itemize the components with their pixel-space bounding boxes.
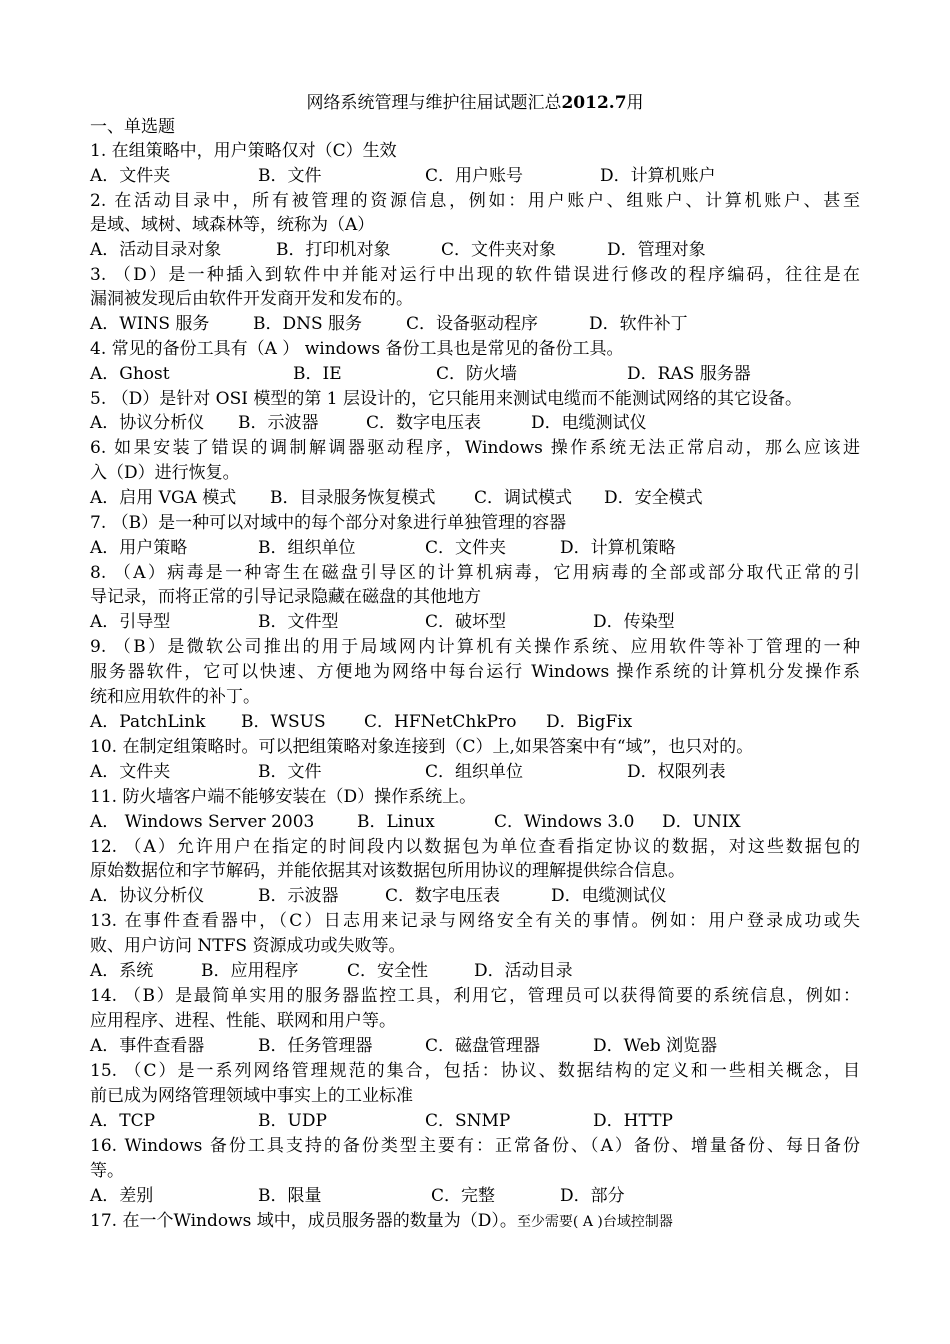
- question-4: 4. 常见的备份工具有（A ） windows 备份工具也是常见的备份工具。: [90, 339, 624, 359]
- document-title: [0, 91, 950, 115]
- option-5-a: A．协议分析仪: [90, 413, 205, 433]
- option-15-c: C．SNMP: [425, 1111, 511, 1131]
- option-16-b: B．限量: [258, 1186, 322, 1206]
- option-16-d: D．部分: [560, 1186, 625, 1206]
- option-4-a: A．Ghost: [90, 364, 170, 384]
- question-3-line-2: 漏洞被发现后由软件开发商开发和发布的。: [90, 289, 413, 309]
- section-heading: 一、单选题: [90, 117, 175, 137]
- option-11-c: C．Windows 3.0: [494, 812, 635, 832]
- option-9-c: C．HFNetChkPro: [364, 712, 517, 732]
- option-14-c: C．磁盘管理器: [425, 1036, 541, 1056]
- option-8-d: D．传染型: [593, 612, 675, 632]
- option-6-b: B．目录服务恢复模式: [270, 488, 436, 508]
- option-14-a: A．事件查看器: [90, 1036, 205, 1056]
- question-17-text: 17. 在一个Windows 域中，成员服务器的数量为（D）。: [90, 1211, 517, 1231]
- option-1-a: A．文件夹: [90, 166, 171, 186]
- question-8-line-1: 8. （A）病毒是一种寄生在磁盘引导区的计算机病毒，它用病毒的全部或部分取代正常的引: [90, 563, 860, 583]
- option-13-d: D．活动目录: [474, 961, 573, 981]
- question-13-line-1: 13. 在事件查看器中，（C）日志用来记录与网络安全有关的事情。例如：用户登录成功或失: [90, 911, 860, 931]
- option-6-a: A．启用 VGA 模式: [90, 488, 237, 508]
- option-5-b: B．示波器: [238, 413, 319, 433]
- question-14-line-1: 14. （B）是最简单实用的服务器监控工具，利用它，管理员可以获得简要的系统信息，例如：: [90, 986, 860, 1006]
- option-5-c: C．数字电压表: [366, 413, 482, 433]
- option-8-b: B．文件型: [258, 612, 339, 632]
- option-10-b: B．文件: [258, 762, 322, 782]
- title-text: 网络系统管理与维护往届试题汇总: [306, 93, 562, 113]
- option-9-b: B．WSUS: [241, 712, 326, 732]
- question-15-line-2: 前已成为网络管理领域中事实上的工业标准: [90, 1086, 413, 1106]
- option-3-c: C．设备驱动程序: [406, 314, 539, 334]
- option-12-b: B．示波器: [258, 886, 339, 906]
- question-1: 1. 在组策略中，用户策略仅对（C）生效: [90, 141, 397, 161]
- option-6-c: C．调试模式: [474, 488, 573, 508]
- question-13-line-2: 败、用户访问 NTFS 资源成功或失败等。: [90, 936, 406, 956]
- question-3-line-1: 3. （D）是一种插入到软件中并能对运行中出现的软件错误进行修改的程序编码，往往是在: [90, 265, 860, 285]
- option-12-d: D．电缆测试仪: [551, 886, 667, 906]
- option-1-b: B．文件: [258, 166, 322, 186]
- option-7-a: A．用户策略: [90, 538, 188, 558]
- option-13-b: B．应用程序: [201, 961, 299, 981]
- option-3-b: B．DNS 服务: [253, 314, 363, 334]
- option-7-c: C．文件夹: [425, 538, 507, 558]
- question-16-line-2: 等。: [90, 1161, 124, 1181]
- option-12-a: A．协议分析仪: [90, 886, 205, 906]
- option-14-b: B．任务管理器: [258, 1036, 373, 1056]
- question-11: 11. 防火墙客户端不能够安装在（D）操作系统上。: [90, 787, 477, 807]
- question-8-line-2: 导记录，而将正常的引导记录隐藏在磁盘的其他地方: [90, 587, 481, 607]
- option-15-b: B．UDP: [258, 1111, 327, 1131]
- option-11-d: D．UNIX: [662, 812, 741, 832]
- option-2-d: D．管理对象: [607, 240, 706, 260]
- option-13-c: C．安全性: [347, 961, 429, 981]
- option-14-d: D．Web 浏览器: [593, 1036, 718, 1056]
- question-12-line-1: 12. （A）允许用户在指定的时间段内以数据包为单位查看指定协议的数据，对这些数据包的: [90, 837, 860, 857]
- option-4-c: C．防火墙: [436, 364, 518, 384]
- option-15-a: A．TCP: [90, 1111, 156, 1131]
- option-7-b: B．组织单位: [258, 538, 356, 558]
- option-8-c: C．破坏型: [425, 612, 507, 632]
- question-10: 10. 在制定组策略时。可以把组策略对象连接到（C）上,如果答案中有“域”，也只对的。: [90, 737, 754, 757]
- option-10-c: C．组织单位: [425, 762, 524, 782]
- option-4-b: B．IE: [293, 364, 342, 384]
- option-13-a: A．系统: [90, 961, 154, 981]
- option-10-d: D．权限列表: [627, 762, 726, 782]
- question-6-line-2: 入（D）进行恢复。: [90, 463, 240, 483]
- question-9-line-2: 服务器软件，它可以快速、方便地为网络中每台运行 Windows 操作系统的计算机分发操作系: [90, 662, 860, 682]
- option-2-b: B．打印机对象: [276, 240, 391, 260]
- question-7: 7. （B）是一种可以对域中的每个部分对象进行单独管理的容器: [90, 513, 567, 533]
- option-9-d: D．BigFix: [546, 712, 633, 732]
- title-tail: 用: [626, 93, 644, 113]
- question-17: [90, 1209, 673, 1234]
- option-2-c: C．文件夹对象: [441, 240, 557, 260]
- question-5: 5. （D）是针对 OSI 模型的第 1 层设计的，它只能用来测试电缆而不能测试网络的其它设备。: [90, 389, 802, 409]
- question-9-line-1: 9. （B）是微软公司推出的用于局域网内计算机有关操作系统、应用软件等补丁管理的一种: [90, 637, 860, 657]
- option-12-c: C．数字电压表: [385, 886, 501, 906]
- option-10-a: A．文件夹: [90, 762, 171, 782]
- option-11-b: B．Linux: [357, 812, 435, 832]
- question-17-note: 至少需要( A )台域控制器: [516, 1214, 673, 1230]
- option-5-d: D．电缆测试仪: [531, 413, 647, 433]
- question-9-line-3: 统和应用软件的补丁。: [90, 687, 260, 707]
- option-16-c: C．完整: [431, 1186, 496, 1206]
- question-6-line-1: 6. 如果安装了错误的调制解调器驱动程序，Windows 操作系统无法正常启动，那么应该进: [90, 438, 860, 458]
- option-2-a: A．活动目录对象: [90, 240, 222, 260]
- option-1-c: C．用户账号: [425, 166, 524, 186]
- option-7-d: D．计算机策略: [560, 538, 676, 558]
- question-2-line-1: 2. 在活动目录中，所有被管理的资源信息，例如：用户账户、组账户、计算机账户、甚至: [90, 191, 860, 211]
- option-8-a: A．引导型: [90, 612, 171, 632]
- title-year: 2012.7: [561, 93, 627, 113]
- option-3-a: A．WINS 服务: [90, 314, 210, 334]
- option-15-d: D．HTTP: [593, 1111, 673, 1131]
- option-3-d: D．软件补丁: [589, 314, 688, 334]
- option-6-d: D．安全模式: [604, 488, 703, 508]
- option-1-d: D．计算机账户: [600, 166, 716, 186]
- question-16-line-1: 16. Windows 备份工具支持的备份类型主要有：正常备份、（A）备份、增量备份、每日备份: [90, 1136, 860, 1156]
- option-4-d: D．RAS 服务器: [627, 364, 751, 384]
- question-14-line-2: 应用程序、进程、性能、联网和用户等。: [90, 1011, 396, 1031]
- question-2-line-2: 是域、域树、域森林等，统称为（A）: [90, 215, 375, 235]
- option-9-a: A．PatchLink: [90, 712, 206, 732]
- question-12-line-2: 原始数据位和字节解码，并能依据其对该数据包所用协议的理解提供综合信息。: [90, 861, 685, 881]
- question-15-line-1: 15. （C）是一系列网络管理规范的集合，包括：协议、数据结构的定义和一些相关概念，目: [90, 1061, 860, 1081]
- option-11-a: A． Windows Server 2003: [90, 812, 315, 832]
- option-16-a: A．差别: [90, 1186, 154, 1206]
